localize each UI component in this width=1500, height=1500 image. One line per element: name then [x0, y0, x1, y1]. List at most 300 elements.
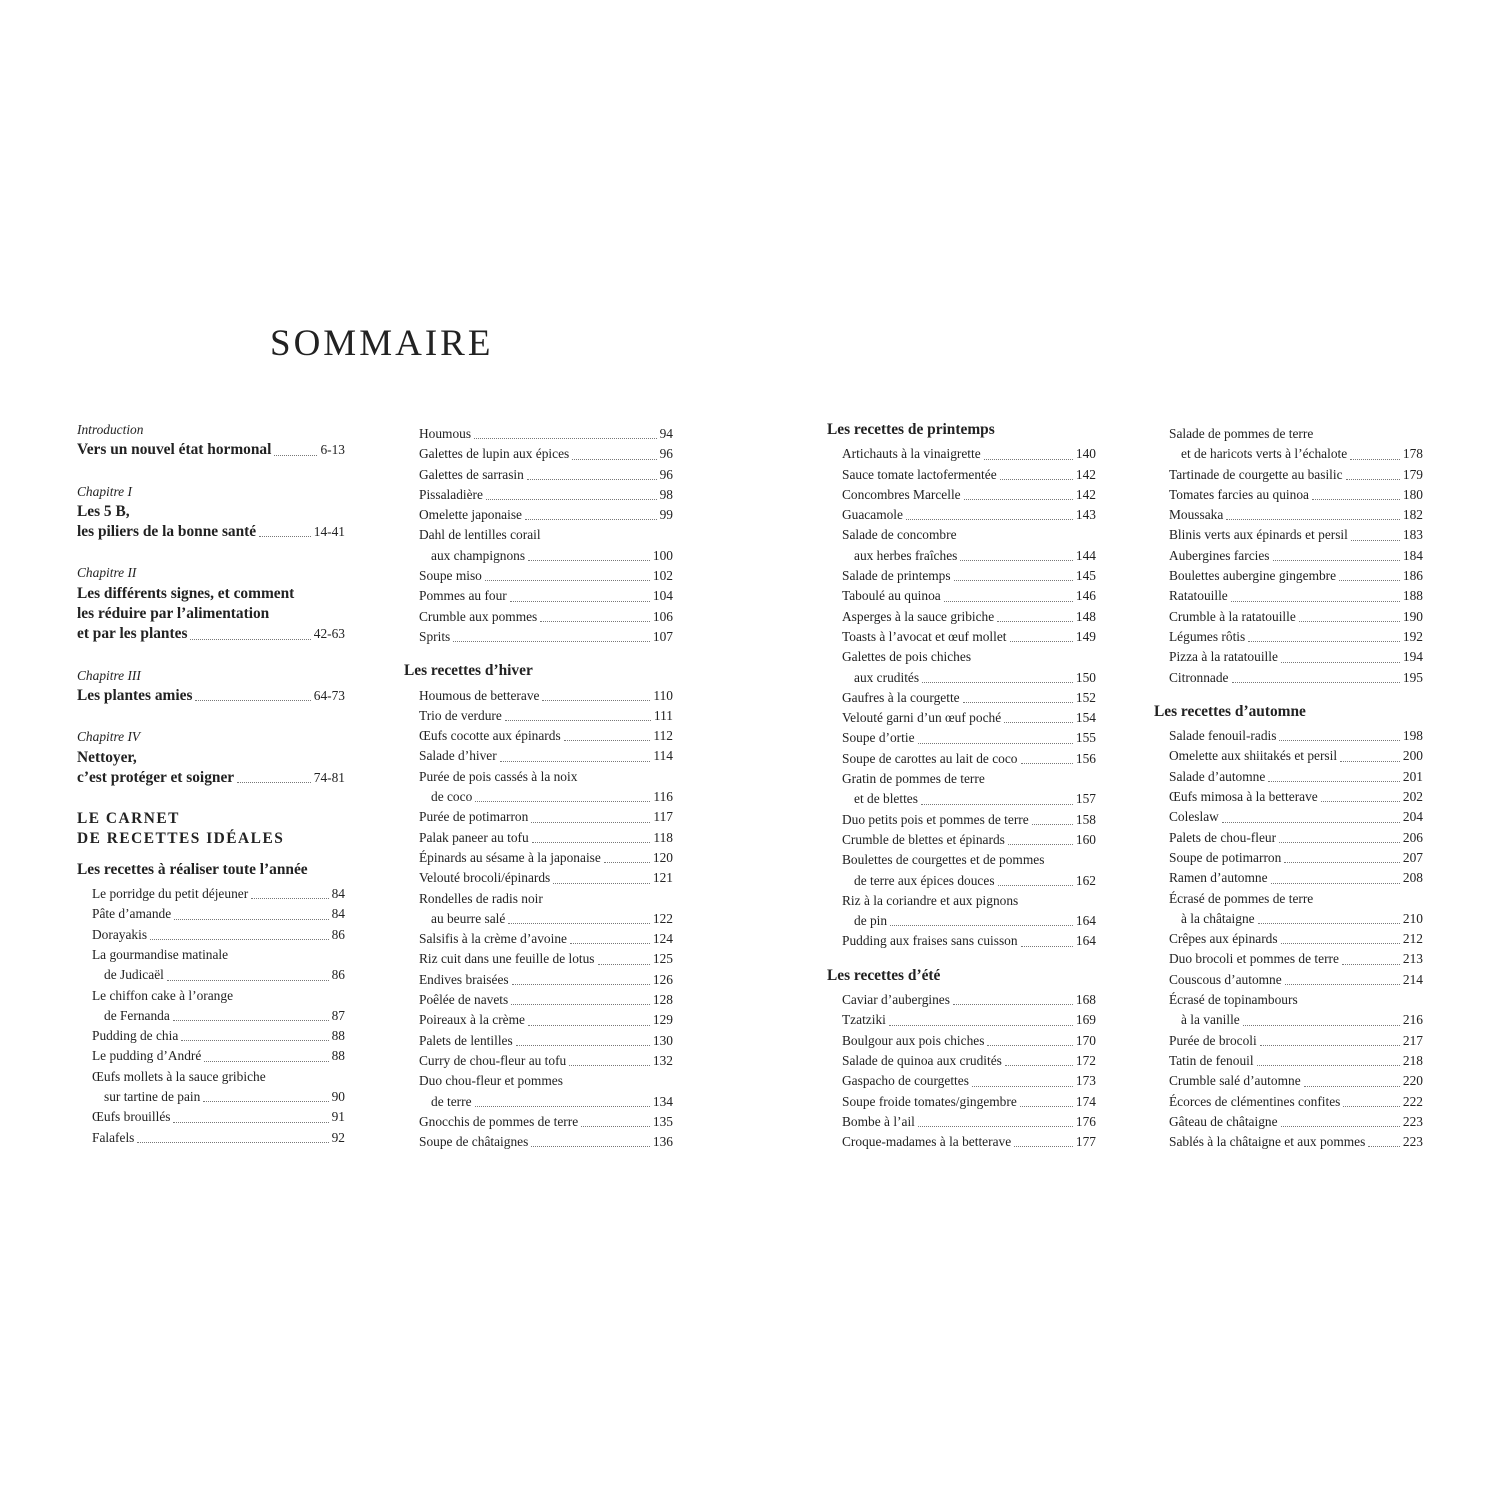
page-number: 210	[1402, 910, 1423, 926]
carnet-heading-line: LE CARNET	[77, 810, 180, 828]
toc-entry	[1154, 807, 1423, 827]
toc-entry	[404, 444, 673, 464]
page-number: 152	[1075, 689, 1096, 705]
page-number: 217	[1402, 1032, 1423, 1048]
dot-leader	[984, 459, 1073, 460]
entry-title: Palets de lentilles	[419, 1032, 513, 1048]
entry-title: Moussaka	[1169, 507, 1224, 523]
dot-leader	[1222, 822, 1400, 823]
toc-column-1	[77, 420, 345, 1148]
dot-leader	[918, 743, 1073, 744]
entry-title: Œufs mollets à la sauce gribiche	[92, 1068, 266, 1084]
section-heading: Les recettes de printemps	[827, 421, 995, 438]
entry-title: Soupe de châtaignes	[419, 1134, 529, 1150]
dot-leader	[1284, 862, 1400, 863]
dot-leader	[542, 700, 650, 701]
dot-leader	[1281, 943, 1400, 944]
page-number: 223	[1402, 1134, 1423, 1150]
toc-entry	[404, 868, 673, 888]
toc-entry	[827, 931, 1096, 951]
entry-title: Salade de concombre	[842, 527, 957, 543]
entry-title: Soupe d’ortie	[842, 730, 915, 746]
dot-leader	[475, 801, 650, 802]
dot-leader	[1343, 1106, 1400, 1107]
page-number: 117	[653, 809, 673, 825]
dot-leader	[1226, 519, 1400, 520]
toc-entry	[1154, 1051, 1423, 1071]
entry-title: Le pudding d’André	[92, 1048, 202, 1064]
dot-leader	[581, 1126, 650, 1127]
dot-leader	[964, 499, 1073, 500]
page-number: 202	[1402, 789, 1423, 805]
chapter-entry	[77, 666, 345, 707]
dot-leader	[570, 943, 650, 944]
dot-leader	[505, 720, 651, 721]
page-number: 124	[652, 931, 673, 947]
dot-leader	[237, 782, 311, 783]
toc-entry	[827, 728, 1096, 748]
toc-entry	[77, 1067, 345, 1108]
toc-entry	[404, 627, 673, 647]
section-heading: Les recettes d’hiver	[404, 662, 533, 680]
toc-entry	[827, 566, 1096, 586]
toc-entry	[1154, 746, 1423, 766]
dot-leader	[203, 1101, 328, 1102]
toc-entry	[1154, 767, 1423, 787]
toc-entry	[1154, 525, 1423, 545]
chapter-label: Chapitre II	[77, 565, 137, 581]
dot-leader	[195, 700, 310, 701]
entry-title: Tomates farcies au quinoa	[1169, 486, 1309, 502]
entry-title-continued: sur tartine de pain	[104, 1089, 201, 1105]
entry-title: Duo petits pois et pommes de terre	[842, 811, 1029, 827]
toc-entry	[1154, 566, 1423, 586]
entry-title: Omelette aux shiitakés et persil	[1169, 748, 1338, 764]
toc-entry	[827, 708, 1096, 728]
entry-title: Pommes au four	[419, 588, 507, 604]
entry-title: Gnocchis de pommes de terre	[419, 1113, 579, 1129]
entry-title: Purée de pois cassés à la noix	[419, 768, 578, 784]
toc-entry	[827, 1132, 1096, 1152]
page-number: 218	[1402, 1052, 1423, 1068]
toc-entry	[827, 1051, 1096, 1071]
toc-entry	[404, 1031, 673, 1051]
toc-entry	[404, 607, 673, 627]
entry-title: Crumble de blettes et épinards	[842, 831, 1005, 847]
dot-leader	[1005, 1065, 1073, 1066]
toc-entry	[404, 525, 673, 566]
entry-title: Rondelles de radis noir	[419, 890, 543, 906]
entry-title: Houmous de betterave	[419, 687, 540, 703]
dot-leader	[1281, 1126, 1400, 1127]
entry-title: Poêlée de navets	[419, 992, 509, 1008]
dot-leader	[150, 939, 329, 940]
dot-leader	[1008, 844, 1073, 845]
dot-leader	[173, 1020, 329, 1021]
entry-title: Boulettes aubergine gingembre	[1169, 568, 1337, 584]
entry-title: Crumble salé d’automne	[1169, 1073, 1301, 1089]
dot-leader	[512, 984, 650, 985]
page-number: 207	[1402, 849, 1423, 865]
entry-title: Palak paneer au tofu	[419, 829, 529, 845]
entry-title: Salade de pommes de terre	[1169, 426, 1314, 441]
page-range: 14-41	[313, 524, 345, 540]
entry-title: Bombe à l’ail	[842, 1113, 915, 1129]
entry-title: Gratin de pommes de terre	[842, 771, 985, 787]
toc-entry	[1154, 868, 1423, 888]
dot-leader	[1350, 459, 1400, 460]
page-number: 122	[652, 910, 673, 926]
page-title: SOMMAIRE	[270, 323, 494, 364]
entry-title: Gâteau de châtaigne	[1169, 1113, 1278, 1129]
page-number: 98	[659, 486, 673, 502]
toc-entry	[1154, 726, 1423, 746]
entry-title: Le porridge du petit déjeuner	[92, 886, 249, 902]
page-number: 94	[659, 426, 673, 441]
toc-entry	[1154, 546, 1423, 566]
dot-leader	[1271, 883, 1400, 884]
page-number: 106	[652, 608, 673, 624]
chapter-title: Les différents signes, et comment	[77, 584, 295, 602]
toc-entry	[827, 505, 1096, 525]
entry-title: Dahl de lentilles corail	[419, 527, 541, 543]
page-number: 156	[1075, 750, 1096, 766]
toc-entry	[1154, 465, 1423, 485]
entry-title: Soupe froide tomates/gingembre	[842, 1093, 1017, 1109]
dot-leader	[953, 1004, 1073, 1005]
dot-leader	[890, 925, 1073, 926]
page-number: 149	[1075, 628, 1096, 644]
page-number: 102	[652, 568, 673, 584]
entry-title: Couscous d’automne	[1169, 971, 1282, 987]
carnet-heading-line: DE RECETTES IDÉALES	[77, 830, 285, 848]
entry-title-continued: au beurre salé	[431, 910, 506, 926]
entry-title: Boulgour aux pois chiches	[842, 1032, 985, 1048]
dot-leader	[259, 536, 311, 537]
entry-title-continued: et de blettes	[854, 791, 918, 807]
entry-title-continued: à la châtaigne	[1181, 910, 1255, 926]
toc-entry	[404, 848, 673, 868]
page-number: 90	[331, 1089, 345, 1105]
page-number: 88	[331, 1028, 345, 1044]
entry-title: Pudding de chia	[92, 1028, 179, 1044]
page-number: 146	[1075, 588, 1096, 604]
dot-leader	[1285, 984, 1400, 985]
chapter-entry	[77, 482, 345, 543]
toc-entry	[404, 767, 673, 808]
page-number: 96	[659, 466, 673, 482]
entry-title: Écrasé de topinambours	[1169, 992, 1298, 1008]
dot-leader	[1021, 946, 1073, 947]
entry-title: Gaspacho de courgettes	[842, 1073, 969, 1089]
entry-title: Boulettes de courgettes et de pommes	[842, 852, 1045, 868]
dot-leader	[1342, 964, 1400, 965]
entry-title: Concombres Marcelle	[842, 486, 961, 502]
entry-title: Œufs cocotte aux épinards	[419, 728, 561, 744]
dot-leader	[525, 519, 657, 520]
dot-leader	[540, 621, 650, 622]
toc-entry	[404, 586, 673, 606]
dot-leader	[1312, 499, 1400, 500]
dot-leader	[453, 641, 650, 642]
toc-entry	[827, 444, 1096, 464]
page-number: 195	[1402, 669, 1423, 685]
toc-entry	[404, 970, 673, 990]
page-number: 177	[1075, 1134, 1096, 1150]
dot-leader	[1304, 1086, 1400, 1087]
toc-entry	[77, 904, 345, 924]
dot-leader	[998, 885, 1073, 886]
page-number: 99	[659, 507, 673, 523]
toc-entry	[404, 424, 673, 444]
page-number: 104	[652, 588, 673, 604]
chapter-label: Introduction	[77, 422, 144, 437]
dot-leader	[1232, 682, 1400, 683]
page-number: 125	[652, 951, 673, 967]
toc-entry	[1154, 485, 1423, 505]
page-number: 178	[1402, 446, 1423, 462]
page-number: 136	[652, 1134, 673, 1150]
page-number: 118	[653, 829, 673, 845]
entry-title: Caviar d’aubergines	[842, 992, 950, 1008]
page-number: 183	[1402, 527, 1423, 543]
page-number: 164	[1075, 913, 1096, 929]
dot-leader	[572, 459, 656, 460]
page-number: 170	[1075, 1032, 1096, 1048]
chapter-title: Vers un nouvel état hormonal	[77, 441, 272, 459]
entry-title: Croque-madames à la betterave	[842, 1134, 1012, 1150]
dot-leader	[569, 1065, 650, 1066]
dot-leader	[944, 601, 1073, 602]
page-number: 84	[331, 886, 345, 902]
dot-leader	[527, 479, 657, 480]
page-number: 96	[659, 446, 673, 462]
page-number: 200	[1402, 748, 1423, 764]
page-number: 128	[652, 992, 673, 1008]
chapter-label: Chapitre III	[77, 667, 141, 683]
dot-leader	[553, 883, 650, 884]
toc-entry	[827, 647, 1096, 688]
section-heading: Les recettes à réaliser toute l’année	[77, 860, 308, 878]
entry-title: Endives braisées	[419, 971, 509, 987]
dot-leader	[516, 1045, 650, 1046]
entry-title: Galettes de lupin aux épices	[419, 446, 570, 462]
dot-leader	[274, 455, 317, 456]
entry-title: Trio de verdure	[419, 707, 502, 723]
toc-entry	[827, 627, 1096, 647]
page-number: 107	[652, 628, 673, 644]
page-number: 150	[1075, 669, 1096, 685]
toc-entry	[404, 990, 673, 1010]
dot-leader	[1014, 1146, 1073, 1147]
entry-title: Pâte d’amande	[92, 906, 172, 922]
toc-entry	[77, 1128, 345, 1148]
dot-leader	[1260, 1045, 1400, 1046]
toc-entry	[404, 465, 673, 485]
toc-entry	[404, 1010, 673, 1030]
toc-entry	[404, 726, 673, 746]
toc-entry	[827, 586, 1096, 606]
page-number: 116	[653, 789, 673, 805]
entry-title: Épinards au sésame à la japonaise	[419, 849, 601, 865]
entry-title: Écrasé de pommes de terre	[1169, 890, 1314, 906]
toc-entry	[827, 850, 1096, 891]
dot-leader	[889, 1025, 1073, 1026]
page-number: 145	[1075, 568, 1096, 584]
page-number: 204	[1402, 809, 1423, 825]
entry-title: Tartinade de courgette au basilic	[1169, 466, 1343, 482]
page-number: 176	[1075, 1113, 1096, 1129]
page-number: 184	[1402, 547, 1423, 563]
dot-leader	[510, 601, 650, 602]
page-number: 130	[652, 1032, 673, 1048]
toc-entry	[827, 1031, 1096, 1051]
toc-entry	[404, 807, 673, 827]
chapter-entry	[77, 563, 345, 644]
entry-title: Falafels	[92, 1129, 135, 1145]
dot-leader	[528, 560, 650, 561]
toc-entry	[827, 688, 1096, 708]
entry-title: Sablés à la châtaigne et aux pommes	[1169, 1134, 1366, 1150]
page-number: 135	[652, 1113, 673, 1129]
entry-title: Velouté brocoli/épinards	[419, 870, 551, 886]
toc-entry	[1154, 627, 1423, 647]
entry-title: Salsifis à la crème d’avoine	[419, 931, 567, 947]
page-number: 112	[653, 728, 673, 744]
page-number: 180	[1402, 486, 1423, 502]
toc-entry	[1154, 1112, 1423, 1132]
entry-title: Crumble à la ratatouille	[1169, 608, 1296, 624]
entry-title: Crumble aux pommes	[419, 608, 538, 624]
entry-title: Velouté garni d’un œuf poché	[842, 710, 1002, 726]
entry-title: Duo chou-fleur et pommes	[419, 1073, 563, 1089]
toc-entry	[1154, 787, 1423, 807]
dot-leader	[474, 438, 657, 439]
toc-entry	[1154, 1071, 1423, 1091]
page-number: 190	[1402, 608, 1423, 624]
page-number: 114	[653, 748, 673, 764]
entry-title: Salade d’automne	[1169, 768, 1266, 784]
toc-entry	[1154, 424, 1423, 465]
page-number: 140	[1075, 446, 1096, 462]
entry-title: Ramen d’automne	[1169, 870, 1268, 886]
page-number: 87	[331, 1007, 345, 1023]
page-number: 216	[1402, 1012, 1423, 1028]
entry-title: Artichauts à la vinaigrette	[842, 446, 981, 462]
toc-column-4	[1154, 424, 1423, 1152]
toc-entry	[404, 889, 673, 930]
page-number: 194	[1402, 649, 1423, 665]
page-number: 182	[1402, 507, 1423, 523]
page-number: 164	[1075, 933, 1096, 949]
page-range: 42-63	[313, 626, 345, 642]
toc-entry	[404, 746, 673, 766]
entry-title-continued: de coco	[431, 789, 473, 805]
page-number: 134	[652, 1093, 673, 1109]
toc-entry	[827, 1112, 1096, 1132]
page-number: 126	[652, 971, 673, 987]
entry-title: Poireaux à la crème	[419, 1012, 525, 1028]
dot-leader	[251, 898, 328, 899]
entry-title: Galettes de sarrasin	[419, 466, 524, 482]
entry-title-continued: de terre aux épices douces	[854, 872, 995, 888]
entry-title: Coleslaw	[1169, 809, 1219, 825]
entry-title: Sauce tomate lactofermentée	[842, 466, 997, 482]
toc-entry	[827, 891, 1096, 932]
toc-entry	[77, 1046, 345, 1066]
entry-title-continued: aux champignons	[431, 547, 526, 563]
page-number: 222	[1402, 1093, 1423, 1109]
page-number: 120	[652, 849, 673, 865]
carnet-heading	[77, 809, 345, 850]
dot-leader	[532, 842, 651, 843]
page-number: 86	[331, 967, 345, 983]
entry-title: Asperges à la sauce gribiche	[842, 608, 995, 624]
entry-title-continued: de pin	[854, 913, 888, 929]
entry-title: Œufs brouillés	[92, 1109, 171, 1125]
page-number: 206	[1402, 829, 1423, 845]
toc-entry	[404, 505, 673, 525]
entry-title: Toasts à l’avocat et œuf mollet	[842, 628, 1007, 644]
toc-entry	[827, 465, 1096, 485]
entry-title: Tatin de fenouil	[1169, 1052, 1254, 1068]
toc-entry	[77, 945, 345, 986]
entry-title: Légumes rôtis	[1169, 628, 1246, 644]
entry-title: Riz à la coriandre et aux pignons	[842, 892, 1019, 908]
entry-title-continued: aux herbes fraîches	[854, 547, 958, 563]
toc-entry	[827, 749, 1096, 769]
entry-title: Riz cuit dans une feuille de lotus	[419, 951, 595, 967]
toc-entry	[404, 566, 673, 586]
page-number: 142	[1075, 486, 1096, 502]
dot-leader	[1299, 621, 1400, 622]
toc-entry	[1154, 505, 1423, 525]
toc-entry	[827, 485, 1096, 505]
entry-title: Soupe miso	[419, 568, 482, 584]
entry-title: Purée de brocoli	[1169, 1032, 1257, 1048]
toc-entry	[1154, 990, 1423, 1031]
dot-leader	[204, 1061, 328, 1062]
toc-entry	[404, 929, 673, 949]
page-number: 86	[331, 926, 345, 942]
toc-entry	[1154, 1132, 1423, 1152]
toc-entry	[404, 1051, 673, 1071]
chapter-entry	[77, 420, 345, 461]
entry-title: Pissaladière	[419, 486, 483, 502]
toc-entry	[1154, 828, 1423, 848]
toc-entry	[77, 925, 345, 945]
chapter-label: Chapitre I	[77, 483, 132, 499]
dot-leader	[486, 499, 657, 500]
toc-entry	[1154, 1092, 1423, 1112]
toc-entry	[404, 1071, 673, 1112]
page-number: 132	[652, 1052, 673, 1068]
toc-entry	[404, 828, 673, 848]
entry-title: Palets de chou-fleur	[1169, 829, 1277, 845]
dot-leader	[475, 1106, 650, 1107]
page-number: 160	[1075, 831, 1096, 847]
page-number: 143	[1075, 507, 1096, 523]
entry-title: Curry de chou-fleur au tofu	[419, 1052, 567, 1068]
page-number: 91	[331, 1109, 345, 1125]
dot-leader	[167, 980, 329, 981]
chapter-title: Nettoyer,	[77, 748, 137, 766]
toc-entry	[77, 884, 345, 904]
dot-leader	[906, 519, 1073, 520]
page-number: 212	[1402, 931, 1423, 947]
toc-entry	[1154, 647, 1423, 667]
entry-title: Gaufres à la courgette	[842, 689, 960, 705]
